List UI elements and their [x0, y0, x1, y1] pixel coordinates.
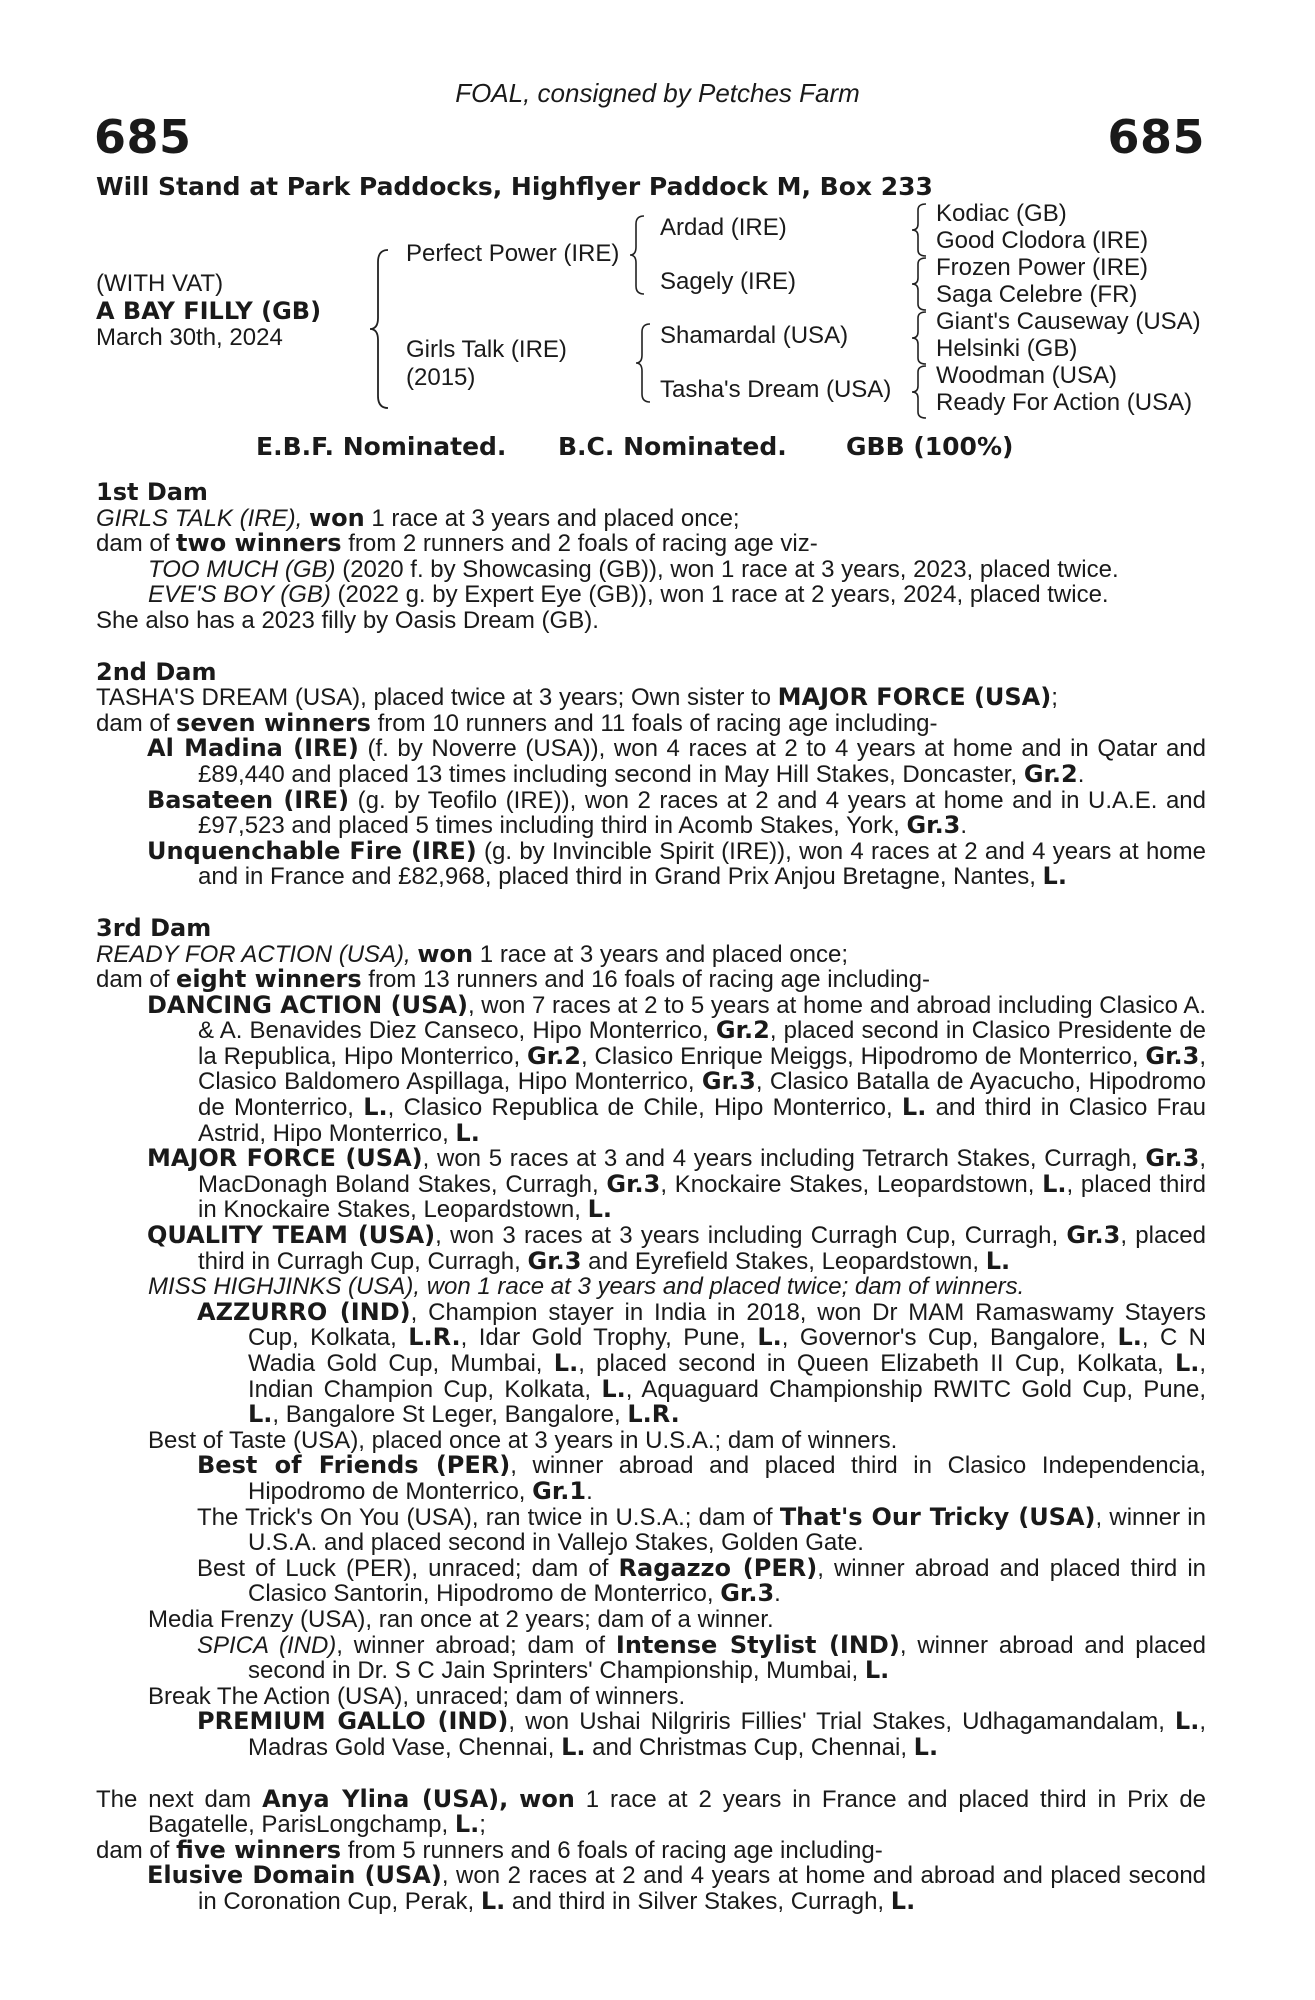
progeny-quality-team: QUALITY TEAM (USA), won 3 races at 3 years including Curragh Cup, Curragh, Gr.3, placed third in Curragh Cup, Curragh, Gr.3 and Eyrefield Stakes, Leopardstown, L.: [147, 1221, 1207, 1275]
next-dam-line: The next dam Anya Ylina (USA), won 1 race at 2 years in France and placed third in Prix de Bagatelle, ParisLongchamp, L.;: [96, 1784, 1207, 1839]
third-dam-produce-line: dam of eight winners from 13 runners and 16 foals of racing age including-: [96, 965, 930, 994]
bracket-sire: [630, 214, 648, 296]
dam: Girls Talk (IRE): [406, 336, 567, 363]
progeny-too-much: TOO MUCH (GB) (2020 f. by Showcasing (GB)), won 1 race at 3 years, 2023, placed twice.: [148, 555, 1119, 583]
bracket-g3-3: [910, 310, 930, 366]
first-dam-heading: 1st Dam: [96, 478, 208, 506]
first-dam-also: She also has a 2023 filly by Oasis Dream (GB).: [96, 606, 599, 634]
grand-progeny-best-of-luck: Best of Luck (PER), unraced; dam of Ragazzo (PER), winner abroad and placed third in Clasico Santorin, Hipodromo de Monterrico, Gr.3.: [197, 1553, 1207, 1608]
progeny-break-the-action: Break The Action (USA), unraced; dam of winners.: [148, 1682, 686, 1710]
bracket-main: [370, 248, 392, 410]
gbb-rating: GBB (100%): [846, 432, 1014, 461]
dam-sire: Shamardal (USA): [660, 322, 849, 349]
lot-number-right: 685: [1107, 110, 1205, 164]
lot-number-left: 685: [94, 110, 192, 164]
progeny-al-madina: Al Madina (IRE) (f. by Noverre (USA)), won 4 races at 2 to 4 years at home and in Qatar and £89,440 and placed 13 times including second in May Hill Stakes, Doncaster, Gr.2.: [147, 734, 1207, 788]
grand-progeny-best-of-friends: Best of Friends (PER), winner abroad and placed third in Clasico Independencia, Hipodromo de Monterrico, Gr.1.: [197, 1451, 1206, 1505]
third-dam-line: READY FOR ACTION (USA), won 1 race at 3 years and placed once;: [96, 939, 849, 968]
vat-note: (WITH VAT): [96, 270, 224, 297]
stand-location: Will Stand at Park Paddocks, Highflyer Paddock M, Box 233: [96, 172, 933, 201]
g3-helsinki: Helsinki (GB): [936, 335, 1078, 362]
dam-year: (2015): [406, 364, 476, 391]
progeny-elusive-domain: Elusive Domain (USA), won 2 races at 2 and 4 years at home and abroad and placed second in Coronation Cup, Perak, L. and third in Silver Stakes, Curragh, L.: [147, 1861, 1207, 1915]
catalogue-body: [96, 480, 1206, 1914]
next-dam-produce-line: dam of five winners from 5 runners and 6 foals of racing age including-: [96, 1835, 883, 1864]
progeny-major-force: MAJOR FORCE (USA), won 5 races at 3 and 4 years including Tetrarch Stakes, Curragh, Gr.3, MacDonagh Boland Stakes, Curragh, Gr.3, Knockaire Stakes, Leopardstown, L., placed third in Knockaire Stakes, Leopardstown, L.: [147, 1144, 1207, 1224]
ebf-nominated: E.B.F. Nominated.: [256, 432, 507, 461]
progeny-basateen: Basateen (IRE) (g. by Teofilo (IRE)), won 2 races at 2 and 4 years at home and in U.A.E. and £97,523 and placed 5 times including third in Acomb Stakes, York, Gr.3.: [147, 785, 1206, 840]
first-dam-produce-line: dam of two winners from 2 runners and 2 foals of racing age viz-: [96, 529, 818, 558]
second-dam-line: TASHA'S DREAM (USA), placed twice at 3 years; Own sister to MAJOR FORCE (USA);: [96, 683, 1058, 712]
g3-frozen-power: Frozen Power (IRE): [936, 254, 1149, 281]
g3-ready-for-action: Ready For Action (USA): [936, 389, 1193, 416]
grand-progeny-premium-gallo: PREMIUM GALLO (IND), won Ushai Nilgriris Fillies' Trial Stakes, Udhagamandalam, L., Madras Gold Vase, Chennai, L. and Christmas Cup, Chennai, L.: [197, 1707, 1207, 1761]
sire-dam: Sagely (IRE): [660, 268, 797, 295]
progeny-eves-boy: EVE'S BOY (GB) (2022 g. by Expert Eye (GB)), won 1 race at 2 years, 2024, placed twice.: [148, 581, 1109, 609]
subject-name: A BAY FILLY (GB): [96, 297, 322, 325]
grand-progeny-azzurro: AZZURRO (IND), Champion stayer in India in 2018, won Dr MAM Ramaswamy Stayers Cup, Kolkata, L.R., Idar Gold Trophy, Pune, L., Governor's Cup, Bangalore, L., C N Wadia Gold Cup, Mumbai, L., placed second in Queen Elizabeth II Cup, Kolkata, L., Indian Champion Cup, Kolkata, L., Aquaguard Championship RWITC Gold Cup, Pune, L., Bangalore St Leger, Bangalore, L.R.: [197, 1297, 1207, 1429]
grand-progeny-spica: SPICA (IND), winner abroad; dam of Intense Stylist (IND), winner abroad and placed second in Dr. S C Jain Sprinters' Championship, Mumbai, L.: [197, 1630, 1206, 1685]
bracket-g3-2: [910, 256, 930, 312]
progeny-unquenchable-fire: Unquenchable Fire (IRE) (g. by Invincible Spirit (IRE)), won 4 races at 2 and 4 years at home and in France and £82,968, placed third in Grand Prix Anjou Bretagne, Nantes, L.: [147, 836, 1206, 891]
third-dam-heading: 3rd Dam: [96, 913, 212, 942]
bracket-g3-4: [910, 364, 930, 420]
second-dam-produce-line: dam of seven winners from 10 runners and 11 foals of racing age including-: [96, 708, 938, 737]
foaling-date: March 30th, 2024: [96, 324, 283, 351]
g3-woodman: Woodman (USA): [936, 362, 1117, 389]
consignor-line: FOAL, consigned by Petches Farm: [455, 78, 860, 108]
bracket-dam: [636, 322, 654, 404]
bc-nominated: B.C. Nominated.: [558, 432, 787, 461]
g3-kodiac: Kodiac (GB): [936, 200, 1067, 227]
second-dam-heading: 2nd Dam: [96, 657, 217, 686]
sire: Perfect Power (IRE): [406, 240, 620, 267]
progeny-miss-highjinks: MISS HIGHJINKS (USA), won 1 race at 3 years and placed twice; dam of winners.: [148, 1273, 1025, 1301]
dam-dam: Tasha's Dream (USA): [660, 376, 892, 403]
g3-saga-celebre: Saga Celebre (FR): [936, 281, 1138, 308]
g3-good-clodora: Good Clodora (IRE): [936, 227, 1149, 254]
bracket-g3-1: [910, 202, 930, 258]
first-dam-line: GIRLS TALK (IRE), won 1 race at 3 years and placed once;: [96, 503, 740, 532]
progeny-dancing-action: DANCING ACTION (USA), won 7 races at 2 to 5 years at home and abroad including Clasico A. & A. Benavides Diez Canseco, Hipo Monterrico, Gr.2, placed second in Clasico Presidente de la Republica, Hipo Monterrico, Gr.2, Clasico Enrique Meiggs, Hipodromo de Monterrico, Gr.3, Clasico Baldomero Aspillaga, Hipo Monterrico, Gr.3, Clasico Batalla de Ayacucho, Hipodromo de Monterrico, L., Clasico Republica de Chile, Hipo Monterrico, L. and third in Clasico Frau Astrid, Hipo Monterrico, L.: [147, 990, 1207, 1147]
progeny-best-of-taste: Best of Taste (USA), placed once at 3 years in U.S.A.; dam of winners.: [148, 1426, 898, 1454]
progeny-media-frenzy: Media Frenzy (USA), ran once at 2 years; dam of a winner.: [148, 1605, 774, 1633]
grand-progeny-tricks-on-you: The Trick's On You (USA), ran twice in U.S.A.; dam of That's Our Tricky (USA), winner in U.S.A. and placed second in Vallejo Stakes, Golden Gate.: [197, 1502, 1206, 1557]
sire-sire: Ardad (IRE): [660, 214, 787, 241]
g3-giants-causeway: Giant's Causeway (USA): [936, 308, 1201, 335]
